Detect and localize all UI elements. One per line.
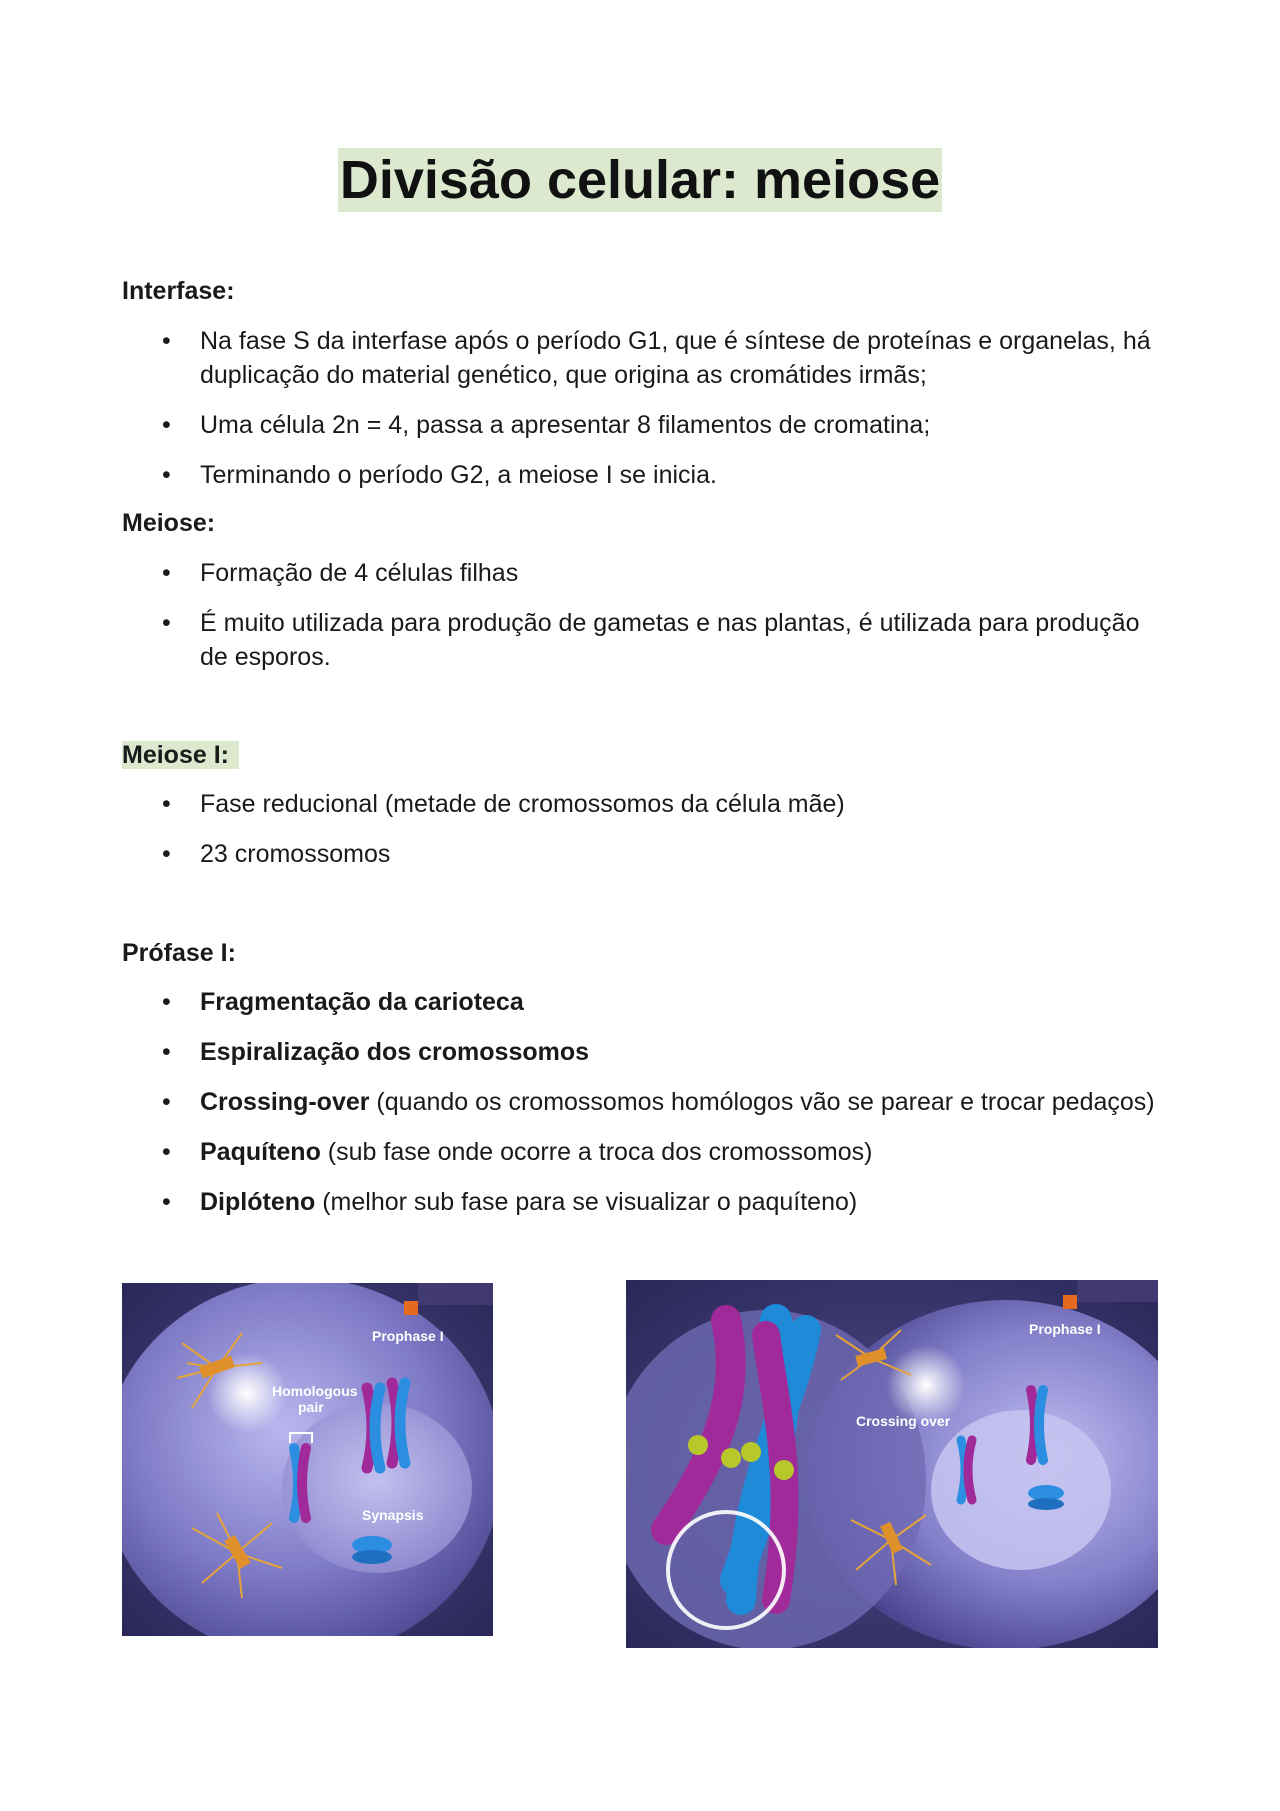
- list-item: • Na fase S da interfase após o período G1, que é síntese de proteínas e organelas, há duplicação do material genético, que origina as cromátides irmãs;: [122, 324, 1162, 392]
- heading-meiose-1: [122, 740, 239, 770]
- figure-prophase-homologous-illustration: [122, 1283, 493, 1636]
- chromosome-pair-icon: [294, 1448, 306, 1518]
- list-item: [122, 1085, 1162, 1119]
- list-item: [122, 1135, 1162, 1169]
- figure-prophase-crossing-over-illustration: [626, 1280, 1158, 1648]
- chromosome-synapsis-icon: [1028, 1485, 1064, 1510]
- heading-meiose: Meiose:: [122, 509, 216, 537]
- term: Espiralização dos cromossomos: [200, 1038, 590, 1066]
- list-item: • Terminando o período G2, a meiose I se inicia.: [122, 458, 1162, 492]
- list-item: [122, 1185, 1162, 1219]
- chromosome-pair-icon: [961, 1440, 972, 1500]
- stage-marker-icon: [404, 1301, 418, 1315]
- chromosome-synapsis-icon: [352, 1536, 392, 1564]
- term-desc: (melhor sub fase para se visualizar o paquíteno): [315, 1188, 858, 1216]
- figure2-stage-label: Prophase I: [1029, 1321, 1101, 1337]
- stage-marker-icon: [1063, 1295, 1077, 1309]
- figure-prophase-crossing-over: [626, 1280, 1158, 1648]
- title-wrap: [0, 148, 1280, 212]
- list-item: • 23 cromossomos: [122, 837, 1162, 871]
- figure-prophase-homologous: [122, 1283, 493, 1636]
- list-meiose: [122, 556, 1162, 690]
- figure1-stage-label: Prophase I: [372, 1328, 444, 1344]
- list-item: • Formação de 4 células filhas: [122, 556, 1162, 590]
- list-item: • É muito utilizada para produção de gametas e nas plantas, é utilizada para produção de esporos.: [122, 606, 1162, 674]
- term-desc: (quando os cromossomos homólogos vão se parear e trocar pedaços): [369, 1088, 1155, 1116]
- figure1-homologous-label-2: pair: [298, 1399, 324, 1415]
- list-item: [122, 1035, 1162, 1069]
- term: Diplóteno: [200, 1188, 316, 1216]
- figure1-homologous-label-1: Homologous: [272, 1383, 358, 1399]
- list-profase-1: [122, 985, 1162, 1235]
- list-item: • Fase reducional (metade de cromossomos da célula mãe): [122, 787, 1162, 821]
- list-interfase: [122, 324, 1162, 492]
- list-meiose-1: [122, 787, 1162, 887]
- term: Paquíteno: [200, 1138, 321, 1166]
- list-item: • Uma célula 2n = 4, passa a apresentar 8 filamentos de cromatina;: [122, 408, 1162, 442]
- page-title: Divisão celular: meiose: [339, 150, 941, 210]
- heading-meiose-1-text: Meiose I:: [122, 741, 239, 769]
- list-item: [122, 985, 1162, 1019]
- term-desc: (sub fase onde ocorre a troca dos cromossomos): [320, 1138, 873, 1166]
- heading-profase-1: Prófase I:: [122, 939, 236, 967]
- term: Fragmentação da carioteca: [200, 988, 524, 1016]
- term: Crossing-over: [200, 1088, 370, 1116]
- heading-interfase: Interfase:: [122, 277, 235, 305]
- figure2-crossing-label: Crossing over: [856, 1413, 951, 1429]
- chromosome-pair-icon: [1031, 1390, 1043, 1460]
- figure1-synapsis-label: Synapsis: [362, 1507, 424, 1523]
